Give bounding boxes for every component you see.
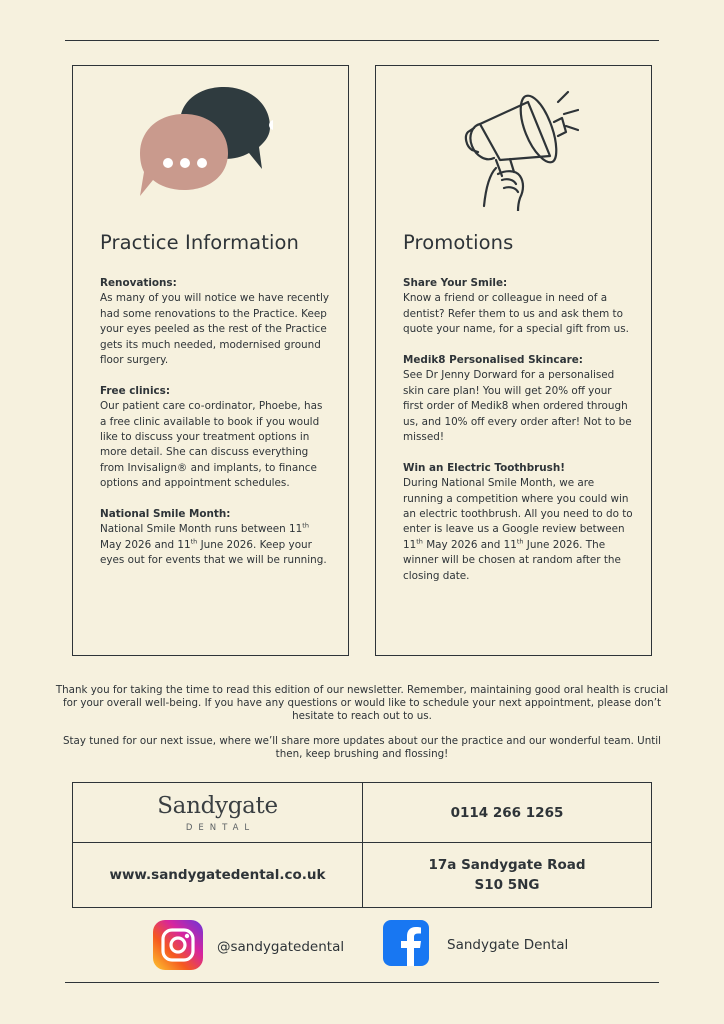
closing-paragraph-stay-tuned: Stay tuned for our next issue, where we’ll share more updates about our the practice and our wonderful team. Until then, keep brushing and flossing! bbox=[62, 735, 662, 760]
bottom-divider bbox=[65, 982, 659, 983]
brand-name: Sandygate bbox=[157, 792, 278, 819]
renovations-section bbox=[100, 276, 332, 368]
address-cell bbox=[363, 843, 651, 907]
section-text: Know a friend or colleague in need of a dentist? Refer them to us and ask them to quote your name, for a special gift from us. bbox=[403, 292, 629, 336]
national-smile-month-section bbox=[100, 507, 332, 569]
megaphone-icon bbox=[454, 76, 579, 215]
share-your-smile-section bbox=[403, 276, 635, 338]
contact-table bbox=[72, 782, 652, 908]
phone-cell bbox=[363, 783, 651, 843]
practice-information-heading: Practice Information bbox=[100, 231, 299, 254]
facebook-link[interactable] bbox=[383, 920, 568, 970]
promotions-panel bbox=[375, 65, 652, 656]
instagram-link[interactable] bbox=[153, 920, 344, 974]
section-title: National Smile Month: bbox=[100, 508, 231, 521]
section-title: Renovations: bbox=[100, 277, 177, 289]
brand-subtitle: DENTAL bbox=[185, 822, 256, 833]
instagram-icon bbox=[153, 920, 203, 974]
section-title: Share Your Smile: bbox=[403, 277, 508, 289]
medik8-section bbox=[403, 353, 635, 445]
section-title: Free clinics: bbox=[100, 384, 171, 397]
practice-information-body bbox=[100, 276, 332, 584]
website-cell bbox=[73, 843, 363, 907]
electric-toothbrush-section bbox=[403, 461, 635, 584]
section-text: As many of you will notice we have recently had some renovations to the Practice. Keep your eyes peeled as the rest of the Practice gets its much needed, modernised ground floor surgery. bbox=[100, 292, 330, 367]
section-text: Our patient care co-ordinator, Phoebe, has a free clinic available to book if you would like to discuss your treatment options in more detail. She can discuss everything from Invisalign® and implants, to finance options and appointment schedules. bbox=[100, 400, 323, 490]
address-line-1: 17a Sandygate Road bbox=[428, 857, 586, 873]
sandygate-dental-logo bbox=[157, 793, 278, 833]
brand-logo-cell bbox=[73, 783, 363, 843]
facebook-name: Sandygate Dental bbox=[447, 937, 569, 953]
closing-paragraph-thanks: Thank you for taking the time to read this edition of our newsletter. Remember, maintaining good oral health is crucial for your overall well-being. If you have any questions or would like to schedule your next appointment, please don’t hesitate to reach out to us. bbox=[55, 684, 669, 722]
phone-number[interactable]: 0114 266 1265 bbox=[450, 804, 564, 821]
top-divider bbox=[65, 40, 659, 41]
section-text: See Dr Jenny Dorward for a personalised skin care plan! You will get 20% off your first order of Medik8 when ordered through us, and 10% off every order after! Not to be missed! bbox=[403, 369, 632, 444]
instagram-handle: @sandygatedental bbox=[217, 939, 345, 955]
speech-bubbles-icon bbox=[138, 76, 273, 210]
address bbox=[428, 855, 585, 895]
facebook-icon bbox=[383, 920, 429, 970]
practice-information-panel bbox=[72, 65, 349, 656]
section-title: Win an Electric Toothbrush! bbox=[403, 461, 565, 474]
free-clinics-section bbox=[100, 384, 332, 492]
website-link[interactable]: www.sandygatedental.co.uk bbox=[109, 867, 326, 883]
section-text: During National Smile Month, we are running a competition where you could win an electric toothbrush. All you need to do to enter is leave us a Google review between 11th May 2026 and 11th June 2026. The winner will be chosen at random after the closing date. bbox=[403, 477, 633, 582]
promotions-body bbox=[403, 276, 635, 599]
section-title: Medik8 Personalised Skincare: bbox=[403, 354, 583, 367]
promotions-heading: Promotions bbox=[403, 231, 514, 254]
address-line-2: S10 5NG bbox=[474, 877, 540, 893]
section-text: National Smile Month runs between 11th May 2026 and 11th June 2026. Keep your eyes out for events that we will be running. bbox=[100, 522, 327, 567]
